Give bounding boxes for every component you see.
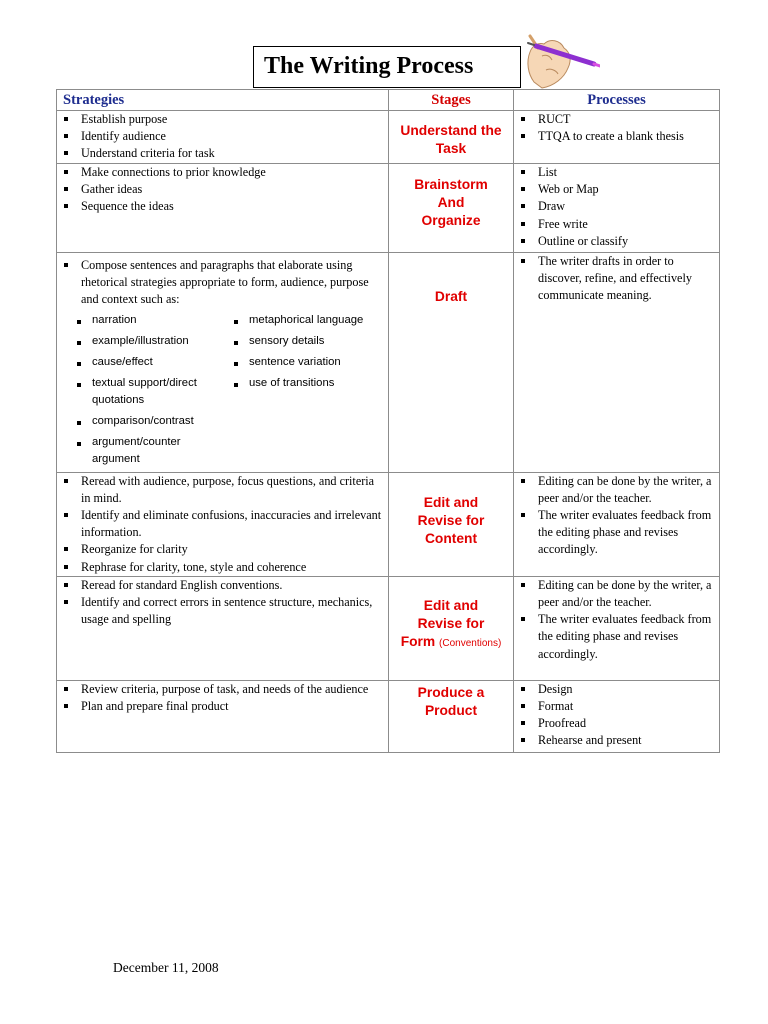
list-item: sentence variation	[234, 354, 376, 371]
list-item: Reread for standard English conventions.	[61, 577, 384, 594]
processes-cell	[514, 680, 720, 752]
list-item: Reorganize for clarity	[61, 541, 384, 558]
list-item: Format	[518, 698, 715, 715]
header-stages: Stages	[389, 90, 514, 111]
strategies-cell	[57, 253, 389, 473]
stage-cell	[389, 111, 514, 164]
stage-line: Produce a	[417, 684, 485, 700]
stage-note: (Conventions)	[439, 637, 502, 649]
list-item: Editing can be done by the writer, a peer and/or the teacher.	[518, 577, 715, 611]
list-item: comparison/contrast	[77, 413, 226, 430]
table-row	[57, 680, 720, 752]
stage-cell	[389, 253, 514, 473]
list-item: textual support/direct quotations	[77, 375, 226, 409]
stage-line: Edit and	[423, 597, 479, 613]
stage-cell	[389, 680, 514, 752]
strategies-cell	[57, 576, 389, 680]
table-row	[57, 472, 720, 576]
list-item: Review criteria, purpose of task, and needs of the audience	[61, 681, 384, 698]
processes-cell	[514, 111, 720, 164]
table-row	[57, 576, 720, 680]
title-box	[253, 46, 521, 88]
strategies-cell	[57, 680, 389, 752]
list-item: Sequence the ideas	[61, 198, 384, 215]
list-item: Proofread	[518, 715, 715, 732]
list-item: Compose sentences and paragraphs that elaborate using rhetorical strategies appropriate to form, audience, purpose and context such as:	[61, 257, 384, 309]
stage-line: Understand the	[400, 123, 502, 138]
stage-line: Form	[400, 633, 436, 649]
stage-line: Revise for	[417, 615, 485, 631]
stage-line: And	[437, 195, 465, 210]
stage-cell	[389, 164, 514, 253]
stage-line: Organize	[421, 213, 481, 228]
stage-line: Revise for	[417, 512, 485, 528]
list-item: Identify and eliminate confusions, inaccuracies and irrelevant information.	[61, 507, 384, 541]
list-item: cause/effect	[77, 354, 226, 371]
processes-cell	[514, 472, 720, 576]
stage-line: Content	[424, 530, 478, 546]
list-item: The writer evaluates feedback from the editing phase and revises accordingly.	[518, 611, 715, 663]
list-item: argument/counter argument	[77, 434, 226, 468]
stage-line: Task	[435, 141, 467, 156]
header-processes: Processes	[514, 90, 720, 111]
list-item: Identify and correct errors in sentence structure, mechanics, usage and spelling	[61, 594, 384, 628]
table-header-row	[57, 90, 720, 111]
table-row	[57, 253, 720, 473]
processes-cell	[514, 253, 720, 473]
list-item: The writer drafts in order to discover, refine, and effectively communicate meaning.	[518, 253, 715, 305]
list-item: Identify audience	[61, 128, 384, 145]
list-item: Draw	[518, 198, 715, 215]
stage-line: Product	[424, 702, 478, 718]
table-row	[57, 111, 720, 164]
list-item: Make connections to prior knowledge	[61, 164, 384, 181]
list-item: RUCT	[518, 111, 715, 128]
stage-cell	[389, 576, 514, 680]
list-item: Establish purpose	[61, 111, 384, 128]
list-item: sensory details	[234, 333, 376, 350]
page-title: The Writing Process	[264, 53, 474, 79]
list-item: Reread with audience, purpose, focus questions, and criteria in mind.	[61, 473, 384, 507]
list-item: Gather ideas	[61, 181, 384, 198]
list-item: Outline or classify	[518, 233, 715, 250]
table-row	[57, 164, 720, 253]
processes-cell	[514, 164, 720, 253]
strategies-cell	[57, 164, 389, 253]
list-item: TTQA to create a blank thesis	[518, 128, 715, 145]
header-strategies: Strategies	[57, 90, 389, 111]
writing-process-table	[56, 89, 720, 753]
list-item: narration	[77, 312, 226, 329]
list-item: Rephrase for clarity, tone, style and coherence	[61, 559, 384, 576]
strategies-cell	[57, 111, 389, 164]
hand-writing-icon	[520, 26, 600, 92]
list-item: metaphorical language	[234, 312, 376, 329]
stage-line: Draft	[434, 289, 468, 304]
processes-cell	[514, 576, 720, 680]
list-item: The writer evaluates feedback from the editing phase and revises accordingly.	[518, 507, 715, 559]
list-item: Web or Map	[518, 181, 715, 198]
list-item: example/illustration	[77, 333, 226, 350]
list-item: List	[518, 164, 715, 181]
stage-line: Brainstorm	[414, 177, 488, 192]
footer-date: December 11, 2008	[113, 960, 219, 975]
strategies-cell	[57, 472, 389, 576]
stage-line: Edit and	[423, 494, 479, 510]
list-item: use of transitions	[234, 375, 376, 392]
stage-cell	[389, 472, 514, 576]
list-item: Understand criteria for task	[61, 145, 384, 162]
list-item: Design	[518, 681, 715, 698]
list-item: Plan and prepare final product	[61, 698, 384, 715]
list-item: Editing can be done by the writer, a peer and/or the teacher.	[518, 473, 715, 507]
list-item: Free write	[518, 216, 715, 233]
list-item: Rehearse and present	[518, 732, 715, 749]
